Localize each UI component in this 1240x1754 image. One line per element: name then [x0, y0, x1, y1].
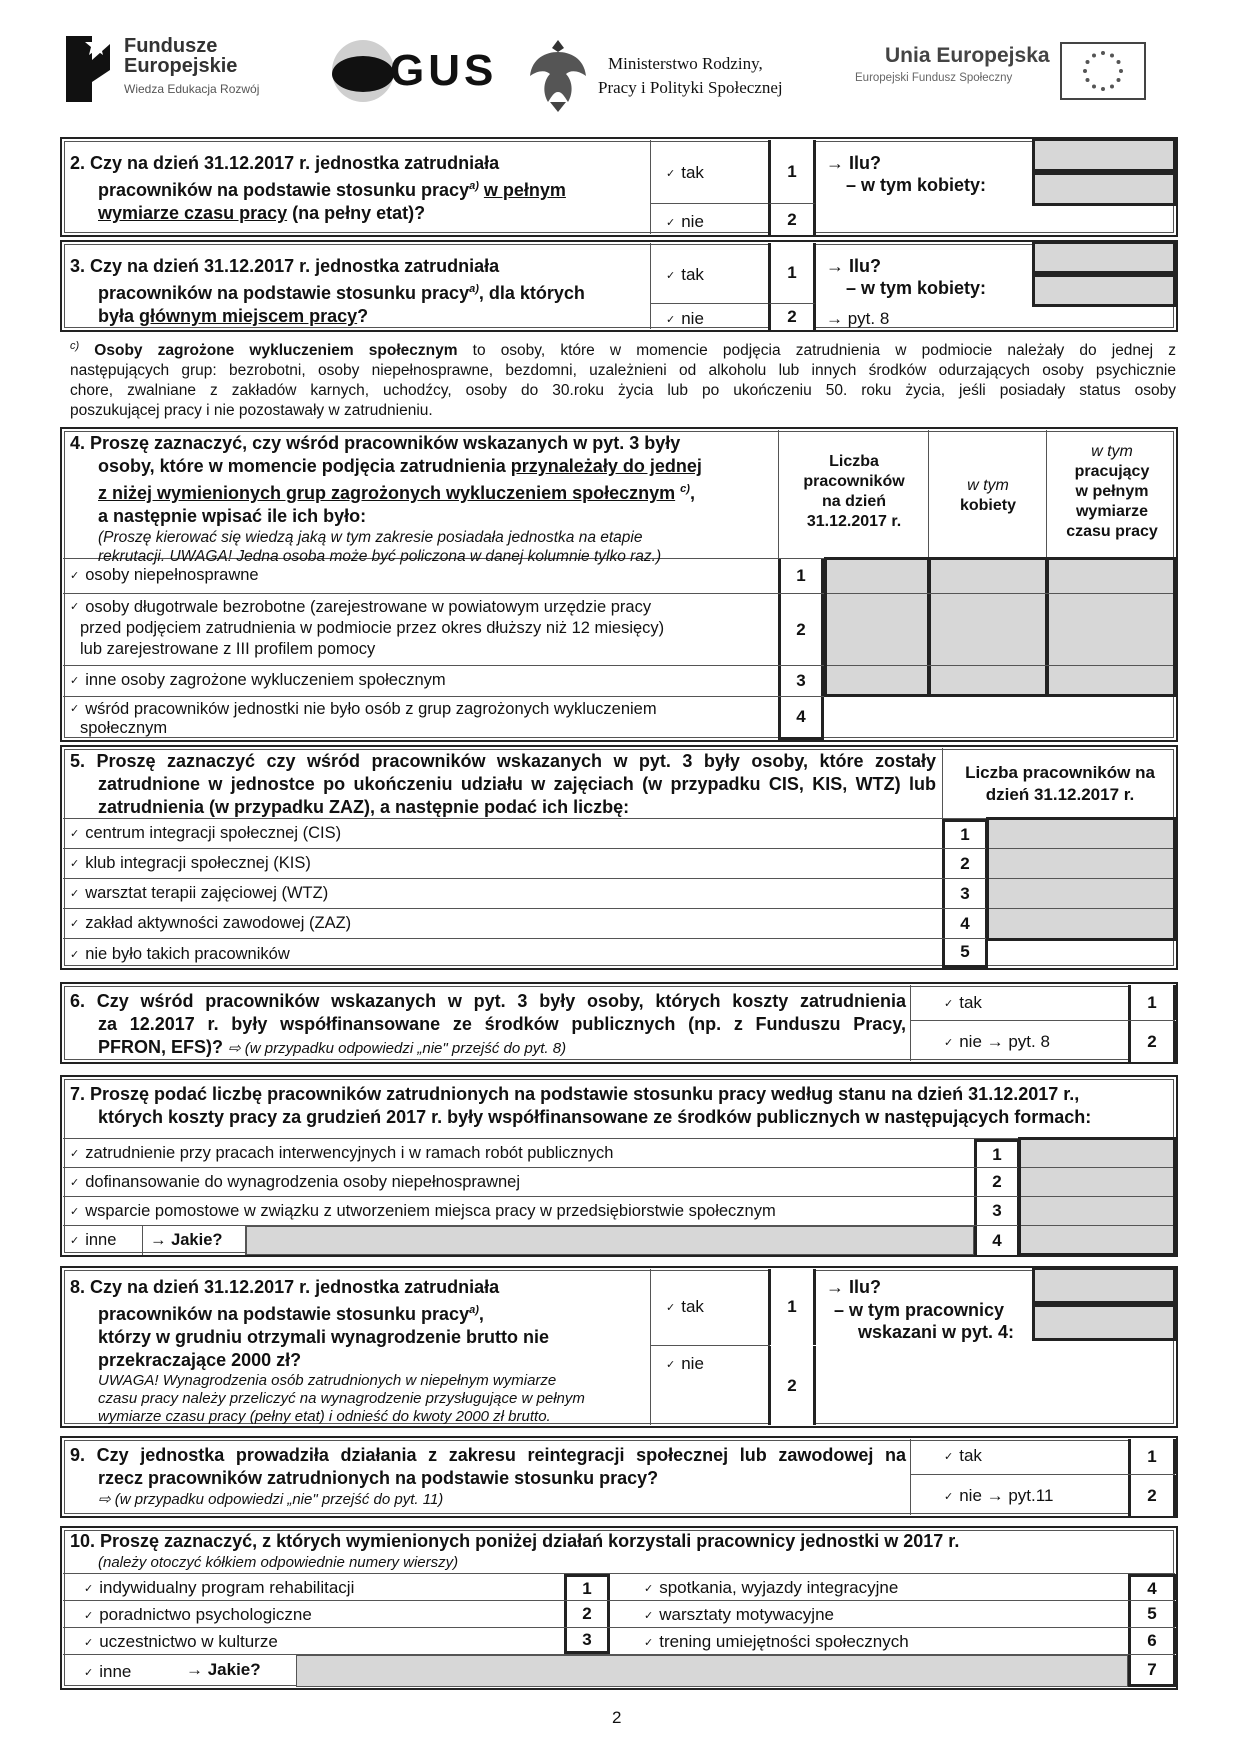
- q5-code-3[interactable]: 3: [942, 879, 988, 908]
- q10-left-2-label: poradnictwo psychologiczne: [99, 1605, 312, 1624]
- q5-row-5[interactable]: [70, 945, 290, 964]
- q2-option-tak[interactable]: [666, 163, 704, 183]
- q10-right-6[interactable]: [644, 1632, 909, 1652]
- q8-pracownicy-input[interactable]: [1032, 1304, 1176, 1341]
- q7-text: [70, 1083, 1170, 1129]
- arrow-icon: ⇨: [228, 1040, 241, 1057]
- q9-option-tak[interactable]: [944, 1446, 982, 1466]
- eu-text-1: Unia Europejska: [885, 44, 1050, 67]
- q2-option-nie[interactable]: [666, 212, 704, 232]
- q10-code-7[interactable]: 7: [1128, 1655, 1176, 1687]
- q7-row-1[interactable]: [70, 1144, 613, 1163]
- q8-line-6: czasu pracy należy przeliczyć na wynagrodzenie przysługujące w pełnym: [98, 1390, 585, 1407]
- q3-nie-label: nie: [681, 309, 704, 328]
- q3-sup: a): [469, 283, 479, 295]
- q4-col1-l4: 31.12.2017 r.: [806, 513, 902, 530]
- q2-line-1: 2. Czy na dzień 31.12.2017 r. jednostka zatrudniała: [70, 153, 500, 173]
- q7-row-1-label: zatrudnienie przy pracach interwencyjnych i w ramach robót publicznych: [85, 1144, 614, 1162]
- q9-line-1: 9. Czy jednostka prowadziła działania z zakresu reintegracji społecznej lub zawodowej na: [70, 1445, 906, 1465]
- q10-line-2: (należy otoczyć kółkiem odpowiednie numery wierszy): [98, 1554, 459, 1571]
- q10-right-6-label: trening umiejętności społecznych: [659, 1632, 909, 1651]
- eu-text-2: Europejski Fundusz Społeczny: [855, 72, 1013, 84]
- check-icon: ✓: [666, 1359, 676, 1372]
- q6-nie-label: nie → pyt. 8: [959, 1032, 1050, 1051]
- q10-code-6[interactable]: 6: [1128, 1628, 1176, 1654]
- q8-option-tak[interactable]: [666, 1297, 704, 1317]
- q2-ilu: → Ilu?: [826, 153, 881, 173]
- fundusze-text-3: Wiedza Edukacja Rozwój: [124, 82, 260, 96]
- q4-code-3[interactable]: 3: [778, 666, 824, 696]
- check-icon: ✓: [84, 1667, 94, 1680]
- q4-col1-l3: na dzień: [821, 493, 886, 510]
- q3-line-2a: pracowników na podstawie stosunku pracy: [98, 283, 470, 303]
- q8-sub-2: wskazani w pyt. 4:: [858, 1322, 1015, 1342]
- q4-line-2a: osoby, które w momencie podjęcia zatrudnienia: [98, 456, 506, 476]
- q4-row-2[interactable]: [70, 597, 664, 660]
- check-icon: ✓: [666, 217, 676, 230]
- q3-option-tak[interactable]: [666, 265, 704, 285]
- q8-tak-label: tak: [681, 1297, 704, 1316]
- q5-row-3[interactable]: [70, 884, 328, 903]
- q10-right-4-label: spotkania, wyjazdy integracyjne: [659, 1578, 899, 1597]
- eagle-icon: [528, 36, 588, 114]
- check-icon: ✓: [944, 998, 954, 1011]
- q10-other-input[interactable]: [296, 1655, 1128, 1687]
- q3-ilu-input[interactable]: [1032, 241, 1176, 274]
- q4-line-2b: przynależały do jednej: [510, 456, 702, 476]
- q6-line-3: PFRON, EFS)?: [98, 1037, 223, 1057]
- q3-option-nie[interactable]: [666, 309, 704, 329]
- q3-kobiety-input[interactable]: [1032, 274, 1176, 307]
- footnote-lead: Osoby zagrożone wykluczeniem społecznym: [94, 342, 458, 360]
- q3-tak-label: tak: [681, 265, 704, 284]
- q2-code-nie[interactable]: 2: [768, 203, 816, 235]
- q6-option-tak[interactable]: [944, 993, 982, 1013]
- q5-row-4-label: zakład aktywności zawodowej (ZAZ): [85, 914, 352, 932]
- q8-ilu: → Ilu?: [826, 1277, 881, 1297]
- q7-row-3[interactable]: [70, 1202, 776, 1221]
- q2-w-tym-kobiety: – w tym kobiety:: [846, 175, 987, 195]
- q10-left-3-label: uczestnictwo w kulturze: [99, 1632, 278, 1651]
- check-icon: ✓: [84, 1637, 94, 1650]
- q9-tak-label: tak: [959, 1446, 982, 1465]
- check-icon: ✓: [70, 1177, 80, 1190]
- footnote-text-3: chore, zwalniane z zakładów karnych, uchodźcy, osoby do 30.roku życia lub po ukończeniu 50. roku życia, jeśli posiadały status osoby: [70, 382, 1176, 400]
- q10-right-4[interactable]: [644, 1578, 898, 1598]
- q9-code-tak[interactable]: 1: [1128, 1439, 1176, 1474]
- q4-col3-l4: wymiarze: [1075, 503, 1149, 520]
- q6-code-tak[interactable]: 1: [1128, 985, 1176, 1020]
- q4-row-1[interactable]: [70, 566, 259, 585]
- q7-other-input[interactable]: [246, 1226, 974, 1255]
- q7-code-4[interactable]: 4: [974, 1226, 1020, 1255]
- q4-line-3a: z niżej wymienionych grup zagrożonych wykluczeniem społecznym: [98, 483, 676, 503]
- q10-other[interactable]: [84, 1662, 131, 1682]
- q4-col2-l1: w tym: [967, 477, 1009, 494]
- q2-nie-label: nie: [681, 212, 704, 231]
- q5-row-5-label: nie było takich pracowników: [85, 945, 290, 963]
- q4-row-2-l1: osoby długotrwale bezrobotne (zarejestrowane w powiatowym urzędzie pracy: [85, 598, 652, 616]
- q3-code-tak[interactable]: 1: [768, 243, 816, 303]
- q4-col3-l2: pracujący: [1074, 463, 1150, 480]
- q5-code-2[interactable]: 2: [942, 849, 988, 878]
- q4-row-4-l1: wśród pracowników jednostki nie było osób z grup zagrożonych wykluczeniem: [85, 700, 657, 718]
- q6-line-2: za 12.2017 r. były współfinansowane ze środków publicznych (np. z Funduszu Pracy,: [98, 1014, 906, 1034]
- q10-code-4[interactable]: 4: [1128, 1574, 1176, 1600]
- q7-code-3[interactable]: 3: [974, 1197, 1020, 1225]
- page-number: 2: [612, 1708, 622, 1727]
- q8-line-2b: ,: [478, 1304, 484, 1324]
- q4-row-2-l2: przed podjęciem zatrudnienia w podmiocie przez okres dłuższy niż 12 miesięcy): [80, 619, 665, 638]
- q7-row-2[interactable]: [70, 1173, 520, 1192]
- q4-input-pelny[interactable]: [1046, 557, 1176, 697]
- q2-line-2b: w pełnym: [483, 180, 566, 200]
- q10-text: [70, 1530, 1170, 1572]
- q3-ilu: → Ilu?: [826, 256, 881, 276]
- q5-col-l2: dzień 31.12.2017 r.: [985, 785, 1135, 804]
- check-icon: ✓: [644, 1583, 654, 1596]
- q5-code-4[interactable]: 4: [942, 909, 988, 938]
- q9-text: [70, 1444, 906, 1509]
- q5-text: [70, 750, 936, 819]
- gus-emblem-icon: [330, 38, 396, 104]
- q10-code-3[interactable]: 3: [564, 1628, 610, 1654]
- q8-line-1: 8. Czy na dzień 31.12.2017 r. jednostka zatrudniała: [70, 1277, 500, 1297]
- q3-goto-nie: → pyt. 8: [826, 309, 890, 328]
- q3-line-2b: , dla których: [478, 283, 585, 303]
- logo-gus: [330, 36, 500, 106]
- q10-other-label: inne: [99, 1662, 132, 1681]
- q5-code-5[interactable]: 5: [942, 939, 988, 968]
- q9-nie-label: nie → pyt.11: [959, 1486, 1054, 1505]
- check-icon: ✓: [84, 1610, 94, 1623]
- q8-line-2a: pracowników na podstawie stosunku pracy: [98, 1304, 470, 1324]
- footnote-mark: c): [70, 340, 80, 352]
- check-icon: ✓: [666, 168, 676, 181]
- q7-code-1[interactable]: 1: [974, 1139, 1020, 1167]
- eu-flag-icon: [1060, 42, 1146, 100]
- logo-ministry: [528, 36, 828, 116]
- q5-line-1: 5. Proszę zaznaczyć czy wśród pracowników wskazanych w pyt. 3 były osoby, które zostały: [70, 751, 936, 771]
- q5-col-header: [944, 762, 1176, 806]
- q3-code-nie[interactable]: 2: [768, 303, 816, 330]
- q3-line-3c: ?: [357, 306, 369, 326]
- check-icon: ✓: [70, 888, 80, 901]
- q2-code-tak[interactable]: 1: [768, 140, 816, 203]
- q8-nie-label: nie: [681, 1354, 704, 1373]
- q7-row-3-label: wsparcie pomostowe w związku z utworzeniem miejsca pracy w przedsiębiorstwie społecznym: [85, 1202, 776, 1220]
- q9-code-nie[interactable]: 2: [1128, 1475, 1176, 1516]
- q5-row-3-label: warsztat terapii zajęciowej (WTZ): [85, 884, 329, 902]
- check-icon: ✓: [70, 1235, 80, 1248]
- q4-line-5: (Proszę kierować się wiedzą jaką w tym zakresie posiadała jednostka na etapie: [98, 529, 643, 546]
- q7-line-2: których koszty pracy za grudzień 2017 r. były współfinansowane ze środków publicznych w następujących formach:: [98, 1107, 1092, 1127]
- q4-col1-l2: pracowników: [803, 473, 905, 490]
- check-icon: ✓: [944, 1037, 954, 1050]
- q4-col2-l2: kobiety: [959, 497, 1016, 514]
- q5-line-2: zatrudnione w jednostce po ukończeniu udziału w zajęciach (w przypadku CIS, KIS, WTZ) lub: [98, 774, 936, 794]
- q4-row-3-label: inne osoby zagrożone wykluczeniem społecznym: [85, 671, 446, 689]
- q2-line-2a: pracowników na podstawie stosunku pracy: [98, 180, 470, 200]
- q6-line-3i: (w przypadku odpowiedzi „nie" przejść do pyt. 8): [244, 1040, 567, 1057]
- q10-left-1-label: indywidualny program rehabilitacji: [99, 1578, 355, 1597]
- q10-right-5[interactable]: [644, 1605, 834, 1625]
- q10-right-5-label: warsztaty motywacyjne: [659, 1605, 834, 1624]
- q4-line-1: 4. Proszę zaznaczyć, czy wśród pracowników wskazanych w pyt. 3 były: [70, 433, 681, 453]
- check-icon: ✓: [70, 949, 80, 962]
- q10-line-1: 10. Proszę zaznaczyć, z których wymienionych poniżej działań korzystali pracownicy jednostki w 2017 r.: [70, 1531, 960, 1551]
- q7-row-2-label: dofinansowanie do wynagrodzenia osoby niepełnosprawnej: [85, 1173, 521, 1191]
- q5-row-4[interactable]: [70, 914, 351, 933]
- check-icon: ✓: [70, 703, 80, 716]
- q4-col3-l3: w pełnym: [1075, 483, 1149, 500]
- check-icon: ✓: [70, 570, 80, 583]
- q10-code-2[interactable]: 2: [564, 1601, 610, 1627]
- q9-line-2: rzecz pracowników zatrudnionych na podstawie stosunku pracy?: [98, 1468, 659, 1488]
- q4-input-liczba[interactable]: [824, 557, 930, 697]
- q4-text: [70, 432, 770, 566]
- q4-col3-l1: w tym: [1091, 443, 1133, 460]
- q5-row-2[interactable]: [70, 854, 311, 873]
- fundusze-emblem-icon: [62, 30, 114, 104]
- q4-code-4[interactable]: 4: [778, 697, 824, 740]
- check-icon: ✓: [70, 1148, 80, 1161]
- q2-line-3a: wymiarze czasu pracy: [98, 203, 288, 223]
- q8-option-nie[interactable]: [666, 1354, 704, 1374]
- q8-sub-1: – w tym pracownicy: [834, 1300, 1005, 1320]
- q5-row-2-label: klub integracji społecznej (KIS): [85, 854, 311, 872]
- q4-input-kobiety[interactable]: [928, 557, 1048, 697]
- q8-line-4: przekraczające 2000 zł?: [98, 1350, 302, 1370]
- q2-sup: a): [469, 180, 479, 192]
- q5-row-1-label: centrum integracji społecznej (CIS): [85, 824, 342, 842]
- logo-fundusze: [62, 30, 302, 108]
- check-icon: ✓: [644, 1610, 654, 1623]
- q9-line-3: (w przypadku odpowiedzi „nie" przejść do pyt. 11): [114, 1491, 444, 1508]
- q5-col-l1: Liczba pracowników na: [965, 763, 1155, 782]
- q4-col3-l5: czasu pracy: [1066, 523, 1158, 540]
- q8-text: [70, 1276, 650, 1426]
- footnote-text-1: to osoby, które w momencie podjęcia zatrudnienia w podmiocie należały do jednej z: [472, 342, 1176, 360]
- check-icon: ✓: [666, 270, 676, 283]
- q4-col-header-liczba: [780, 452, 928, 532]
- q4-sup: c): [680, 483, 690, 495]
- q8-sup: a): [469, 1304, 479, 1316]
- q2-text: [70, 152, 650, 225]
- q3-line-1: 3. Czy na dzień 31.12.2017 r. jednostka zatrudniała: [70, 256, 500, 276]
- q7-row-4-label: inne: [85, 1231, 117, 1249]
- q4-row-3[interactable]: [70, 671, 446, 690]
- footnote-text-2: następujących grup: bezrobotni, osoby niepełnosprawne, bezdomni, uzależnieni od alkoholu lub innych środków odurzających osoby psychicznie: [70, 362, 1176, 380]
- q6-tak-label: tak: [959, 993, 982, 1012]
- fundusze-text-1: Fundusze: [124, 35, 218, 57]
- check-icon: ✓: [70, 918, 80, 931]
- check-icon: ✓: [944, 1491, 954, 1504]
- logo-eu: [855, 40, 1175, 110]
- fundusze-text-2: Europejskie: [124, 55, 238, 77]
- q5-code-1[interactable]: 1: [942, 819, 988, 848]
- q6-line-1: 6. Czy wśród pracowników wskazanych w pyt. 3 były osoby, których koszty zatrudnienia: [70, 991, 906, 1011]
- q8-code-nie[interactable]: 2: [768, 1346, 816, 1425]
- q2-ilu-input[interactable]: [1032, 138, 1176, 172]
- q4-row-2-l3: lub zarejestrowane z III profilem pomocy: [80, 640, 376, 659]
- check-icon: ✓: [944, 1451, 954, 1464]
- q8-ilu-input[interactable]: [1032, 1267, 1176, 1304]
- check-icon: ✓: [70, 1206, 80, 1219]
- q3-line-3a: była: [98, 306, 135, 326]
- q3-w-tym-kobiety: – w tym kobiety:: [846, 278, 987, 298]
- q4-code-1[interactable]: 1: [778, 559, 824, 593]
- q5-line-3: zatrudnienia (w przypadku ZAZ), a następnie podać ich liczbę:: [98, 797, 630, 817]
- q4-line-4: a następnie wpisać ile ich było:: [98, 506, 367, 526]
- arrow-icon: ⇨: [98, 1491, 111, 1508]
- q4-row-4-l2: społecznym: [80, 719, 168, 738]
- q10-code-5[interactable]: 5: [1128, 1601, 1176, 1627]
- check-icon: ✓: [70, 828, 80, 841]
- check-icon: ✓: [644, 1637, 654, 1650]
- q2-line-3b: (na pełny etat)?: [292, 203, 426, 223]
- q7-row-4-extra: → Jakie?: [150, 1231, 223, 1249]
- q4-line-6: rekrutacji. UWAGA! Jedna osoba może być policzona w danej kolumnie tylko raz.): [98, 548, 662, 565]
- q4-col-header-pelny: [1048, 442, 1176, 542]
- q10-left-2[interactable]: [84, 1605, 312, 1625]
- q4-col1-l1: Liczba: [829, 453, 879, 470]
- q7-code-2[interactable]: 2: [974, 1168, 1020, 1196]
- q4-line-3b: ,: [689, 483, 695, 503]
- q8-code-tak[interactable]: 1: [768, 1269, 816, 1345]
- check-icon: ✓: [84, 1583, 94, 1596]
- check-icon: ✓: [666, 314, 676, 327]
- q7-row-4[interactable]: [70, 1231, 116, 1250]
- q8-line-7: wymiarze czasu pracy (pełny etat) i odnieść do kwoty 2000 zł brutto.: [98, 1408, 551, 1425]
- q3-text: [70, 255, 650, 328]
- q5-input[interactable]: [986, 817, 1176, 941]
- q10-left-1[interactable]: [84, 1578, 354, 1598]
- q9-option-nie[interactable]: [944, 1486, 1053, 1506]
- q5-row-1[interactable]: [70, 824, 341, 843]
- q4-row-4[interactable]: [70, 700, 657, 738]
- q2-tak-label: tak: [681, 163, 704, 182]
- check-icon: ✓: [666, 1302, 676, 1315]
- ministry-text-2: Pracy i Polityki Społecznej: [598, 78, 783, 97]
- gus-text: GUS: [390, 46, 498, 95]
- q6-text: [70, 990, 906, 1059]
- q8-line-5: UWAGA! Wynagrodzenia osób zatrudnionych w niepełnym wymiarze: [98, 1372, 557, 1389]
- q10-left-3[interactable]: [84, 1632, 278, 1652]
- q10-code-1[interactable]: 1: [564, 1574, 610, 1600]
- q3-line-3b: głównym miejscem pracy: [139, 306, 358, 326]
- q4-row-1-label: osoby niepełnosprawne: [85, 566, 259, 584]
- footnote: [70, 336, 1176, 421]
- q10-other-extra: → Jakie?: [186, 1660, 261, 1679]
- check-icon: ✓: [70, 858, 80, 871]
- check-icon: ✓: [70, 675, 80, 688]
- q7-line-1: 7. Proszę podać liczbę pracowników zatrudnionych na podstawie stosunku pracy według stanu na dzień 31.12.2017 r.,: [70, 1084, 1080, 1104]
- q8-line-3: którzy w grudniu otrzymali wynagrodzenie brutto nie: [98, 1327, 550, 1347]
- q4-code-2[interactable]: 2: [778, 594, 824, 665]
- check-icon: ✓: [70, 601, 80, 614]
- q2-kobiety-input[interactable]: [1032, 172, 1176, 206]
- q6-code-nie[interactable]: 2: [1128, 1021, 1176, 1062]
- q6-option-nie[interactable]: [944, 1032, 1050, 1052]
- footnote-text-4: poszukującej pracy i nie pozostawały w zatrudnieniu.: [70, 402, 433, 420]
- ministry-text-1: Ministerstwo Rodziny,: [608, 54, 763, 73]
- q4-col-header-kobiety: [930, 476, 1046, 516]
